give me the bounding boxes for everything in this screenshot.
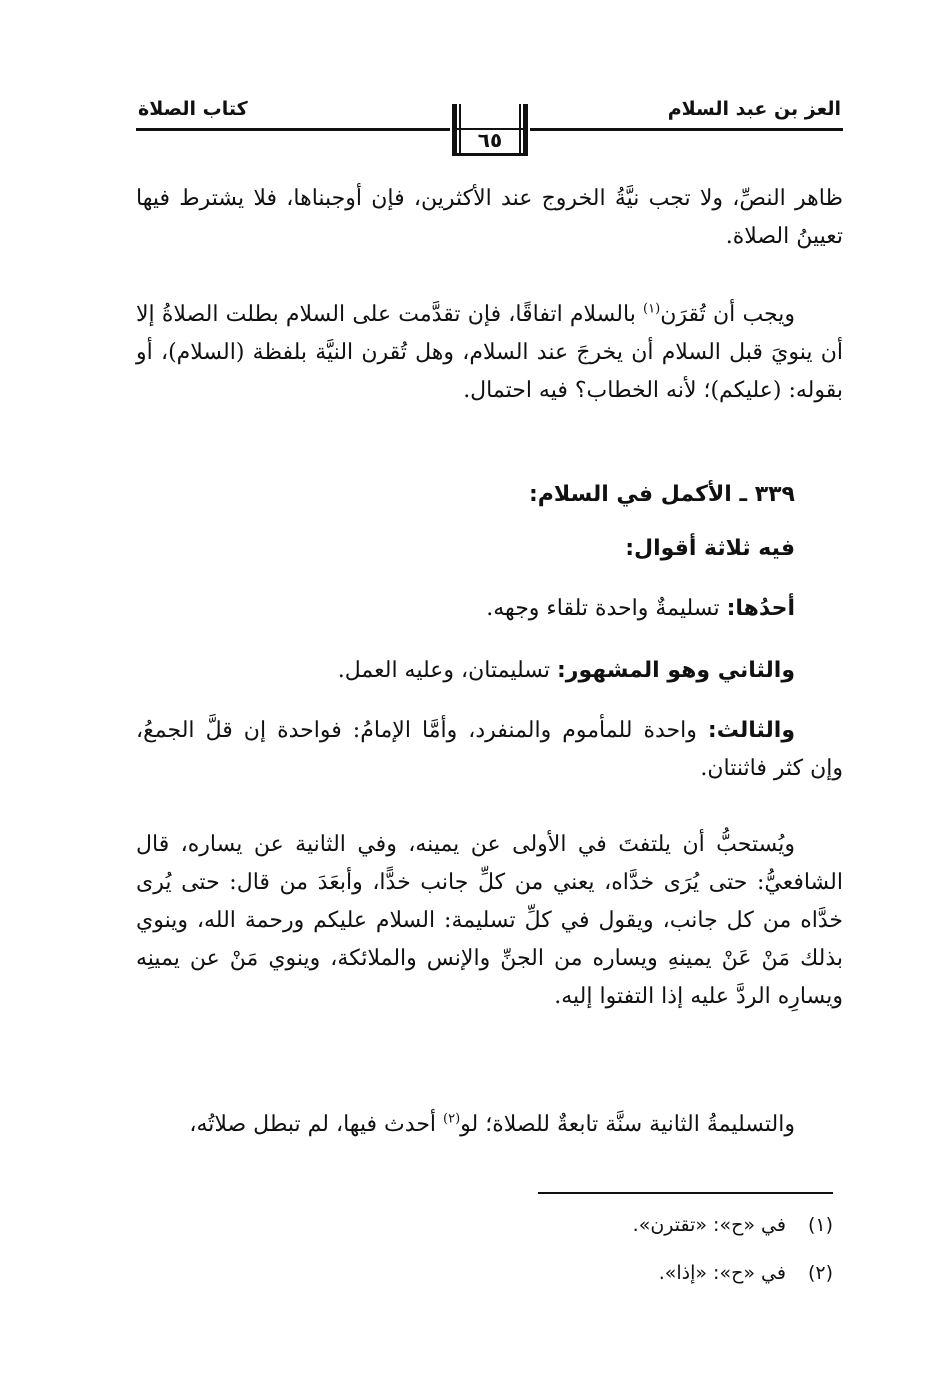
footnote-text: في «ح»: «تقترن».	[632, 1214, 786, 1236]
text-run: ويجب أن تُقرَن	[660, 302, 795, 327]
paragraph-text: ويُستحبُّ أن يلتفتَ في الأولى عن يمينه، وفي الثانية عن يساره، قال الشافعيُّ: حتى يُرَى خدَّاه، يعني من كلِّ جانب خدًّا، وأبعَدَ من قال: حتى يُرى خدَّاه من كل جانب، ويقول في كلِّ تسليمة: السلام عليكم ورحمة الله، وينوي بذلك مَنْ عَنْ يمينهِ ويساره من الجنِّ والإنس والملائكة، وينوي مَنْ عن يمينِه ويسارِه الردَّ عليه إذا التفتوا إليه.	[136, 832, 843, 1009]
subheading-text: فيه ثلاثة أقوال:	[625, 536, 795, 561]
paragraph-turning	[136, 826, 843, 1016]
footnote-2	[659, 1262, 833, 1284]
paragraph-text	[136, 1106, 843, 1144]
opinion-label: والثاني وهو المشهور:	[557, 658, 795, 683]
paragraph-text: ظاهر النصِّ، ولا تجب نيَّةُ الخروج عند الأكثرين، فإن أوجبناها، فلا يشترط فيها تعيينُ الصلاة.	[136, 186, 843, 249]
section-heading: ٣٣٩ ـ الأكمل في السلام:	[528, 482, 795, 507]
text-run: والتسليمةُ الثانية سنَّة تابعةٌ للصلاة؛ لو	[460, 1112, 795, 1137]
opinion-3	[136, 712, 843, 788]
header-rule-left	[136, 128, 450, 131]
header-rule-right	[530, 128, 843, 131]
footnote-number: (١)	[807, 1214, 833, 1236]
paragraph-2	[136, 296, 843, 410]
running-header-author: العز بن عبد السلام	[667, 98, 841, 120]
paragraph-second-taslim	[136, 1106, 843, 1144]
opinion-label: والثالث:	[707, 718, 795, 743]
page-number: ٦٥	[477, 128, 503, 152]
footnote-text: في «ح»: «إذا».	[658, 1262, 786, 1284]
footnote-1	[633, 1214, 833, 1236]
opinion-1	[136, 590, 843, 628]
text-run: أحدث فيها، لم تبطل صلاتُه،	[189, 1112, 444, 1137]
opinion-label: أحدُها:	[726, 596, 795, 621]
footnote-ref-2: (٢)	[443, 1111, 461, 1127]
paragraph-1	[136, 180, 843, 256]
opinion-text: تسليمةٌ واحدة تلقاء وجهه.	[486, 596, 727, 621]
opinion-2	[136, 652, 843, 690]
footnote-ref-1: (١)	[643, 301, 661, 317]
page-number-frame	[450, 104, 530, 156]
text-run: بالسلام اتفاقًا، فإن تقدَّمت على السلام بطلت الصلاةُ إلا أن ينويَ قبل السلام أن يخرجَ عند السلام، وهل تُقرن النيَّة بلفظة (السلام)، أو بقوله: (عليكم)؛ لأنه الخطاب؟ فيه احتمال.	[136, 302, 843, 403]
paragraph-text	[136, 296, 843, 410]
subheading	[136, 530, 843, 568]
opinion-text: تسليمتان، وعليه العمل.	[337, 658, 557, 683]
footnote-separator	[538, 1192, 833, 1194]
footnote-number: (٢)	[807, 1262, 833, 1284]
opinion-text: واحدة للمأموم والمنفرد، وأمَّا الإمامُ: فواحدة إن قلَّ الجمعُ، وإن كثر فاثنتان.	[136, 718, 843, 781]
section-heading-339	[136, 476, 843, 514]
running-header-book-title: كتاب الصلاة	[138, 98, 248, 120]
